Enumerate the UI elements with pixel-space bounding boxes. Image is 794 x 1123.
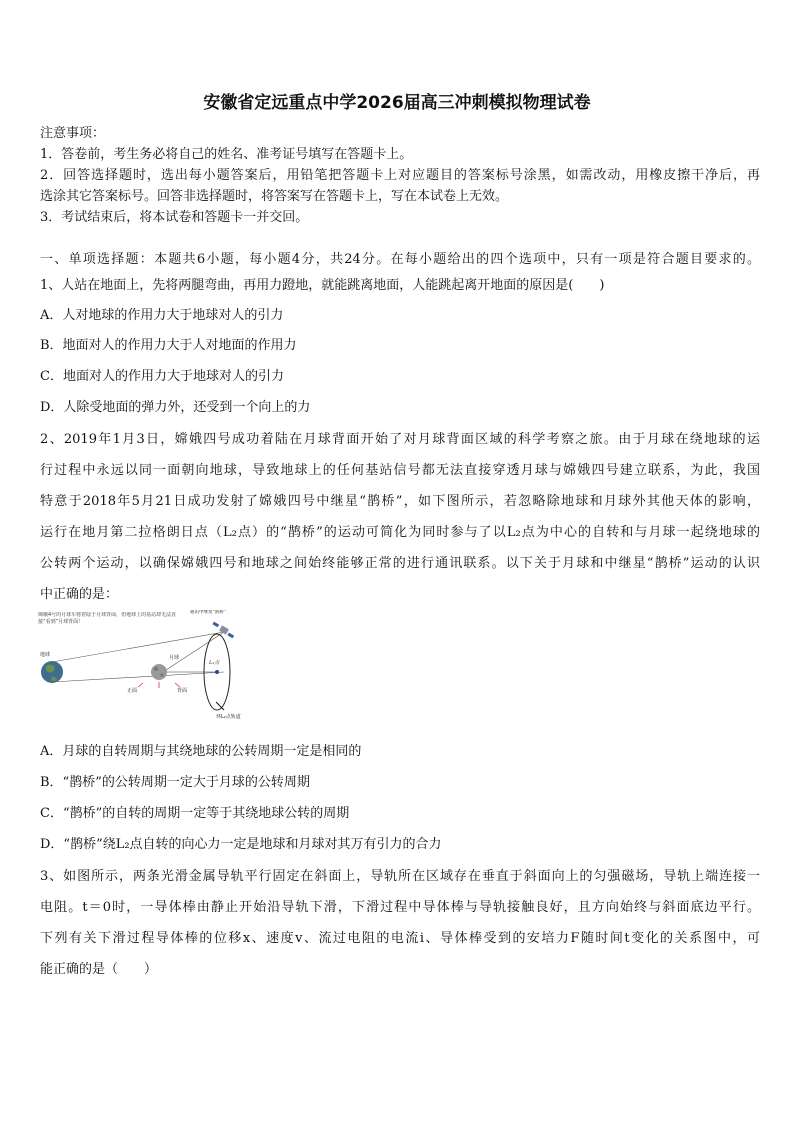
solar-panel: [227, 633, 234, 639]
question-stem: 行过程中永远以同一面朝向地球，导致地球上的任何基站信号都无法直接穿透月球与嫦娥四号建立联系，为此，我国: [40, 463, 760, 478]
option-b: B．“鹊桥”的公转周期一定大于月球的公转周期: [40, 775, 310, 790]
signal-line: [163, 632, 224, 672]
notice-item: 选涂其它答案标号。回答非选择题时，将答案写在答题卡上，写在本试卷上无效。: [40, 189, 509, 204]
option-d: D．“鹊桥”绕L₂点自转的向心力一定是地球和月球对其万有引力的合力: [40, 837, 442, 852]
option-a: A．月球的自转周期与其绕地球的公转周期一定是相同的: [40, 744, 362, 759]
moon-icon: [151, 664, 167, 680]
question-stem: 下列有关下滑过程导体棒的位移x、速度v、流过电阻的电流i、导体棒受到的安培力F随时间t变化的关系图中，可: [40, 931, 760, 946]
front-arrow: [138, 683, 143, 687]
notice-item: 1．答卷前，考生务必将自己的姓名、准考证号填写在答题卡上。: [40, 147, 413, 162]
moon-label: 月球: [169, 655, 180, 661]
relay-satellite-icon: [219, 625, 229, 634]
option-c: C．“鹊桥”的自转的周期一定等于其绕地球公转的周期: [40, 806, 350, 821]
earth-moon-relay-figure: [38, 610, 260, 722]
question-stem: 2、2019年1月3日，嫦娥四号成功着陆在月球背面开始了对月球背面区域的科学考察之旅。由于月球在绕地球的运: [40, 432, 760, 447]
question-stem: 中正确的是：: [40, 587, 119, 602]
question-stem: 电阻。t＝0时，一导体棒由静止开始沿导轨下滑，下滑过程中导体棒与导轨接触良好，且方向始终与斜面底边平行。: [40, 900, 760, 915]
option-a: A．人对地球的作用力大于地球对人的引力: [40, 308, 284, 323]
notice-heading: 注意事项：: [40, 126, 106, 141]
option-d: D．人除受地面的弹力外，还受到一个向上的力: [40, 400, 311, 415]
option-b: B．地面对人的作用力大于人对地面的作用力: [40, 338, 297, 353]
figure-caption: 嫦娥4号的月球车将着陆于月球背面，但地球上的基站却无法直接“看到”月球背面！: [38, 612, 177, 625]
orbit-label: 环L₂点轨道: [216, 714, 241, 720]
signal-line: [52, 632, 224, 662]
notice-item: 3．考试结束后，将本试卷和答题卡一并交回。: [40, 210, 309, 225]
l2-label: L₂点: [209, 660, 220, 666]
question-stem: 1、人站在地面上，先将两腿弯曲，再用力蹬地，就能跳离地面，人能跳起离开地面的原因是( ): [40, 278, 605, 293]
question-stem: 特意于2018年5月21日成功发射了嫦娥四号中继星“鹊桥”，如下图所示，若忽略除地球和月球外其他天体的影响，: [40, 494, 760, 509]
notice-item: 2．回答选择题时，选出每小题答案后，用铅笔把答题卡上对应题目的答案标号涂黑，如需改动，用橡皮擦干净后，再: [40, 168, 760, 183]
option-c: C．地面对人的作用力大于地球对人的引力: [40, 369, 284, 384]
question-stem: 3、如图所示，两条光滑金属导轨平行固定在斜面上，导轨所在区域存在垂直于斜面向上的匀强磁场，导轨上端连接一: [40, 869, 760, 884]
earth-label: 地球: [40, 652, 51, 658]
question-stem: 能正确的是（ ）: [40, 962, 158, 977]
question-stem: 公转两个运动，以确保嫦娥四号和地球之间始终能够正常的进行通讯联系。以下关于月球和中继星“鹊桥”运动的认识: [40, 556, 760, 571]
back-arrow: [175, 683, 180, 687]
relay-label: 通讯中继星“鹊桥”: [190, 610, 227, 615]
page-title: 安徽省定远重点中学2026届高三冲刺模拟物理试卷: [203, 93, 591, 113]
signal-line: [52, 672, 224, 682]
l2-point: [215, 670, 219, 674]
question-stem: 运行在地月第二拉格朗日点（L₂点）的“鹊桥”的运动可简化为同时参与了以L₂点为中心的自转和与月球一起绕地球的: [40, 525, 760, 540]
moon-crater: [154, 667, 158, 671]
front-label: 正面: [127, 688, 138, 694]
back-label: 背面: [177, 688, 188, 694]
section-heading: 一、单项选择题：本题共6小题，每小题4分，共24分。在每小题给出的四个选项中，只有一项是符合题目要求的。: [40, 252, 760, 267]
moon-crater: [161, 674, 164, 677]
